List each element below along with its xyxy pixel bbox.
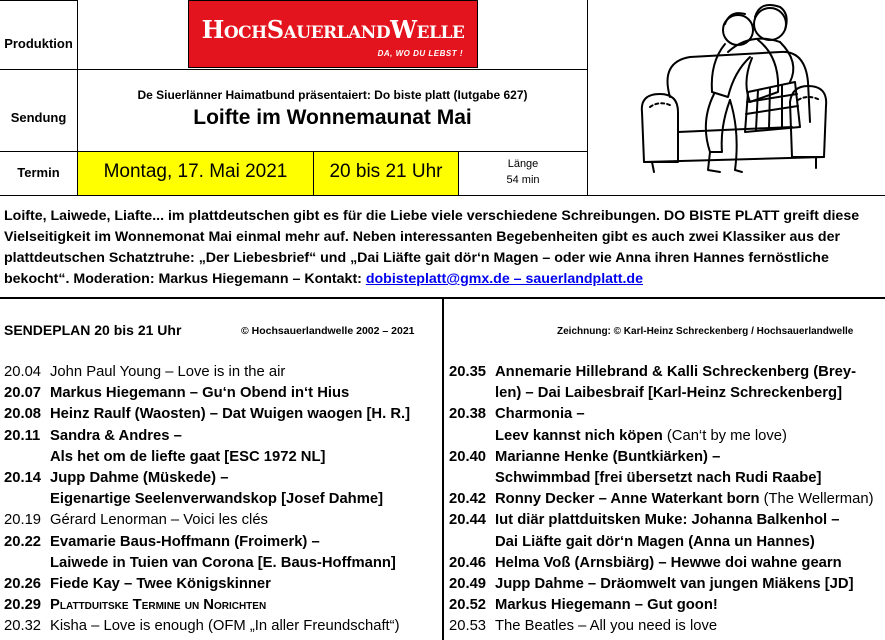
schedule-row [4, 426, 410, 447]
schedule-time: 20.46 [449, 554, 487, 571]
schedule-row [4, 532, 410, 553]
schedule-left [4, 362, 410, 638]
broadcast-time: 20 bis 21 Uhr [329, 161, 443, 182]
schedule-row [449, 510, 874, 531]
schedule-entry-extra: (Can‘t by me love) [662, 427, 787, 444]
schedule-entry-text: Als het om de liefte gaat [ESC 1972 NL] [50, 448, 326, 465]
schedule-time: 20.35 [449, 364, 487, 380]
schedule-row [449, 426, 874, 447]
schedule-row [4, 595, 410, 616]
schedule-time: 20.19 [4, 512, 42, 529]
schedule-row [449, 595, 874, 616]
broadcast-date: Montag, 17. Mai 2021 [103, 161, 288, 182]
schedule-time: 20.32 [4, 618, 42, 635]
schedule-entry-text: Kisha – Love is enough (OFM „In aller Freundschaft“) [50, 618, 400, 635]
schedule-time: 20.52 [449, 597, 487, 614]
length-label: Länge [507, 158, 539, 170]
schedule-entry-text: Eigenartige Seelenverwandskop [Josef Dahme] [50, 491, 384, 508]
schedule-entry-text: The Beatles – All you need is love [495, 618, 718, 635]
schedule-row [449, 532, 874, 553]
show-title: Loifte im Wonnemaunat Mai [193, 106, 472, 129]
intro-paragraph [4, 206, 881, 290]
schedule-entry-text: Dai Liäfte gait dör‘n Magen (Anna un Hannes) [495, 533, 815, 550]
schedule-row [449, 447, 874, 468]
schedule-entry-text: Marianne Henke (Buntkiärken) – [495, 448, 721, 465]
schedule-row [4, 489, 410, 510]
schedule-time: 20.14 [4, 470, 42, 487]
rule-top-produktion [0, 0, 78, 1]
schedule-time: 20.22 [4, 533, 42, 550]
schedule-entry-text: Leev kannst nich köpen [495, 427, 663, 444]
schedule-entry-text: Fiede Kay – Twee Königskinner [50, 576, 271, 593]
schedule-time: 20.49 [449, 576, 487, 593]
rule-schedule-divider [442, 299, 444, 640]
couple-illustration [630, 2, 835, 192]
schedule-row [449, 468, 874, 489]
schedule-time: 20.53 [449, 618, 487, 635]
schedule-entry-text: Laiwede in Tuien van Corona [E. Baus-Hoffmann] [50, 554, 396, 571]
schedule-row [4, 447, 410, 468]
intro-text: Loifte, Laiwede, Liafte... im plattdeutschen gibt es für die Liebe viele verschiedene Schreibungen. DO BISTE PLATT greift diese Vielseitigkeit im Wonnemonat Mai einmal mehr auf. Neben interessanten Begebenheiten gibt es auch zwei Klassiker aus der plattdeutschen Schatztruhe: „Der Liebesbrief“ und „Dai Liäfte gait dör‘n Magen – oder wie Anna ihren Hannes fernöstliche bekocht“. Moderation: Markus Hiegemann – Kontakt: [4, 208, 860, 287]
schedule-row [4, 510, 410, 531]
schedule-entry-text: John Paul Young – Love is in the air [50, 364, 286, 380]
drawing-credit: Zeichnung: © Karl-Heinz Schreckenberg / Hochsauerlandwelle [557, 326, 854, 337]
schedule-entry-text: Iut diär plattduitsken Muke: Johanna Balkenhol – [495, 512, 840, 529]
schedule-entry-text: Charmonia – [495, 406, 585, 423]
schedule-row [4, 404, 410, 425]
schedule-entry-text: Plattduitske Termine un Norichten [50, 597, 267, 614]
label-termin: Termin [17, 165, 60, 180]
schedule-row [4, 574, 410, 595]
label-sendung: Sendung [10, 110, 67, 125]
schedule-row [4, 383, 410, 404]
logo-slogan: DA, WO DU LEBST ! [377, 49, 463, 58]
label-produktion: Produktion [4, 36, 73, 51]
schedule-time: 20.29 [4, 597, 42, 614]
schedule-entry-text: Jupp Dahme (Müskede) – [50, 470, 229, 487]
schedule-entry-text: Jupp Dahme – Dräomwelt van jungen Miäkens [JD] [495, 576, 854, 593]
schedule-row [449, 616, 874, 637]
schedule-time: 20.40 [449, 448, 487, 465]
schedule-entry-extra: (The Wellerman) [759, 491, 874, 508]
schedule-time: 20.08 [4, 406, 42, 423]
schedule-entry-text: Heinz Raulf (Waosten) – Dat Wuigen waogen [H. R.] [50, 406, 411, 423]
schedule-row [4, 616, 410, 637]
sendeplan-title: SENDEPLAN 20 bis 21 Uhr [4, 322, 182, 338]
schedule-entry-text: Schwimmbad [frei übersetzt nach Rudi Raabe] [495, 470, 822, 487]
schedule-entry-text: Ronny Decker – Anne Waterkant born [495, 491, 760, 508]
schedule-row [449, 383, 874, 404]
sendeplan-copyright: © Hochsauerlandwelle 2002 – 2021 [241, 325, 415, 337]
schedule-row [4, 362, 410, 383]
schedule-entry-text: len) – Dai Laibesbraif [Karl-Heinz Schreckenberg] [495, 385, 843, 402]
schedule-entry-text: Sandra & Andres – [50, 427, 182, 444]
schedule-row [4, 553, 410, 574]
schedule-row [449, 553, 874, 574]
contact-link[interactable]: dobisteplatt@gmx.de – sauerlandplatt.de [365, 271, 643, 287]
presenter-line: De Siuerlänner Haimatbund präsentaiert: Do biste platt (Iutgabe 627) [137, 88, 528, 102]
station-logo [188, 0, 478, 68]
schedule-time: 20.38 [449, 406, 487, 423]
schedule-entry-text: Markus Hiegemann – Gu‘n Obend in‘t Hius [50, 385, 350, 402]
schedule-entry-text: Annemarie Hillebrand & Kalli Schreckenberg (Brey- [495, 364, 856, 380]
schedule-entry-text: Evamarie Baus-Hoffmann (Froimerk) – [50, 533, 320, 550]
rule-after-termin [0, 195, 885, 196]
schedule-time: 20.07 [4, 385, 42, 402]
schedule-time: 20.42 [449, 491, 487, 508]
schedule-row [449, 362, 874, 383]
schedule-time: 20.26 [4, 576, 42, 593]
logo-text: HochSauerlandWelle [201, 15, 465, 44]
schedule-row [449, 574, 874, 595]
rule-right-header [587, 0, 588, 196]
schedule-time: 20.11 [4, 427, 41, 444]
schedule-entry-text: Helma Voß (Arnsbiärg) – Hewwe doi wahne gearn [495, 554, 842, 571]
schedule-row [449, 489, 874, 510]
schedule-time: 20.04 [4, 364, 42, 380]
schedule-entry-text: Gérard Lenorman – Voici les clés [50, 512, 268, 529]
schedule-time: 20.44 [449, 512, 487, 529]
length-value: 54 min [506, 174, 540, 186]
schedule-right [449, 362, 874, 638]
schedule-entry-text: Markus Hiegemann – Gut goon! [495, 597, 718, 614]
rule-after-produktion [0, 69, 588, 70]
schedule-row [449, 404, 874, 425]
schedule-row [4, 468, 410, 489]
